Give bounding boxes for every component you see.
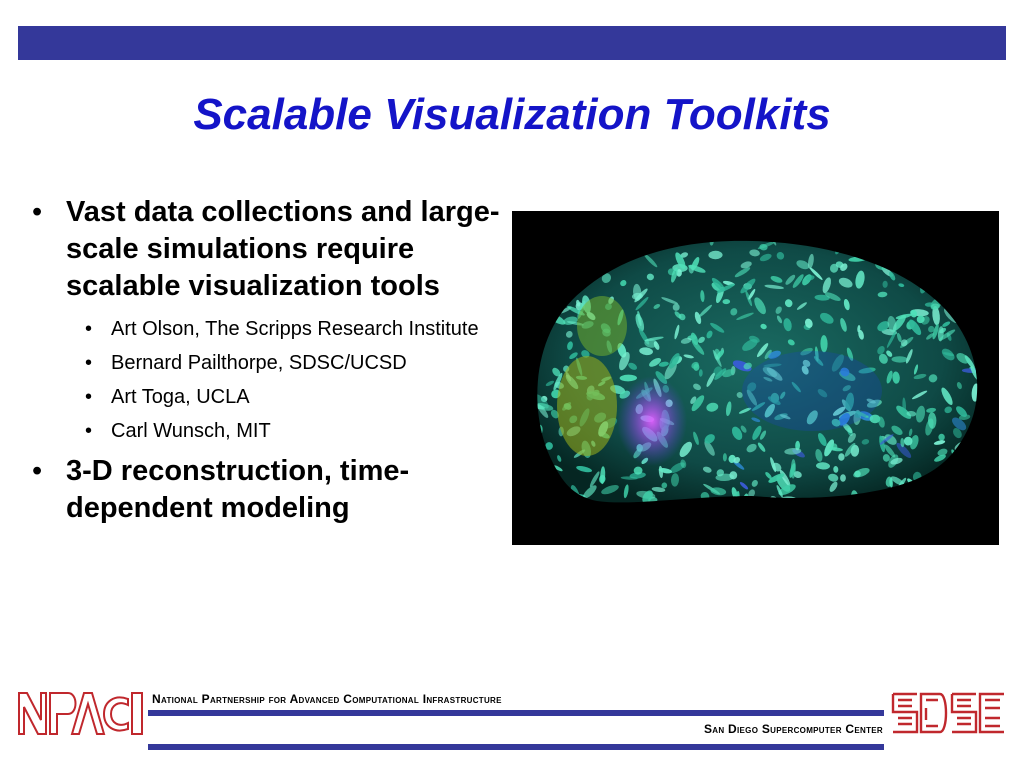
bullet-text: 3-D reconstruction, time-dependent modeling	[66, 455, 410, 524]
sub-bullet-item: • Carl Wunsch, MIT	[66, 417, 500, 445]
sub-bullet-item: • Art Toga, UCLA	[66, 383, 500, 411]
footer-rule-top	[148, 710, 884, 716]
bullet-list	[30, 194, 500, 535]
sdsc-logo	[890, 690, 1008, 741]
bullet-item	[30, 194, 500, 445]
npaci-logo-graphic	[16, 690, 146, 736]
brain-visualization-image	[512, 211, 999, 545]
footer-rule-bottom	[148, 744, 884, 750]
slide-title: Scalable Visualization Toolkits	[193, 90, 831, 139]
bullet-item	[30, 453, 500, 527]
sdsc-logo-graphic	[890, 690, 1008, 736]
top-accent-bar	[18, 26, 1006, 60]
sub-bullet-item: • Bernard Pailthorpe, SDSC/UCSD	[66, 349, 500, 377]
npaci-logo	[16, 690, 146, 741]
footer-center-text: San Diego Supercomputer Center	[703, 722, 883, 736]
footer-organization-text: National Partnership for Advanced Computational Infrastructure	[152, 692, 502, 706]
sub-bullet-list	[66, 315, 500, 445]
bullet-text: Vast data collections and large-scale simulations require scalable visualization tools	[66, 196, 500, 302]
brain-visualization-graphic	[512, 211, 999, 545]
sub-bullet-item: • Art Olson, The Scripps Research Institute	[66, 315, 500, 343]
